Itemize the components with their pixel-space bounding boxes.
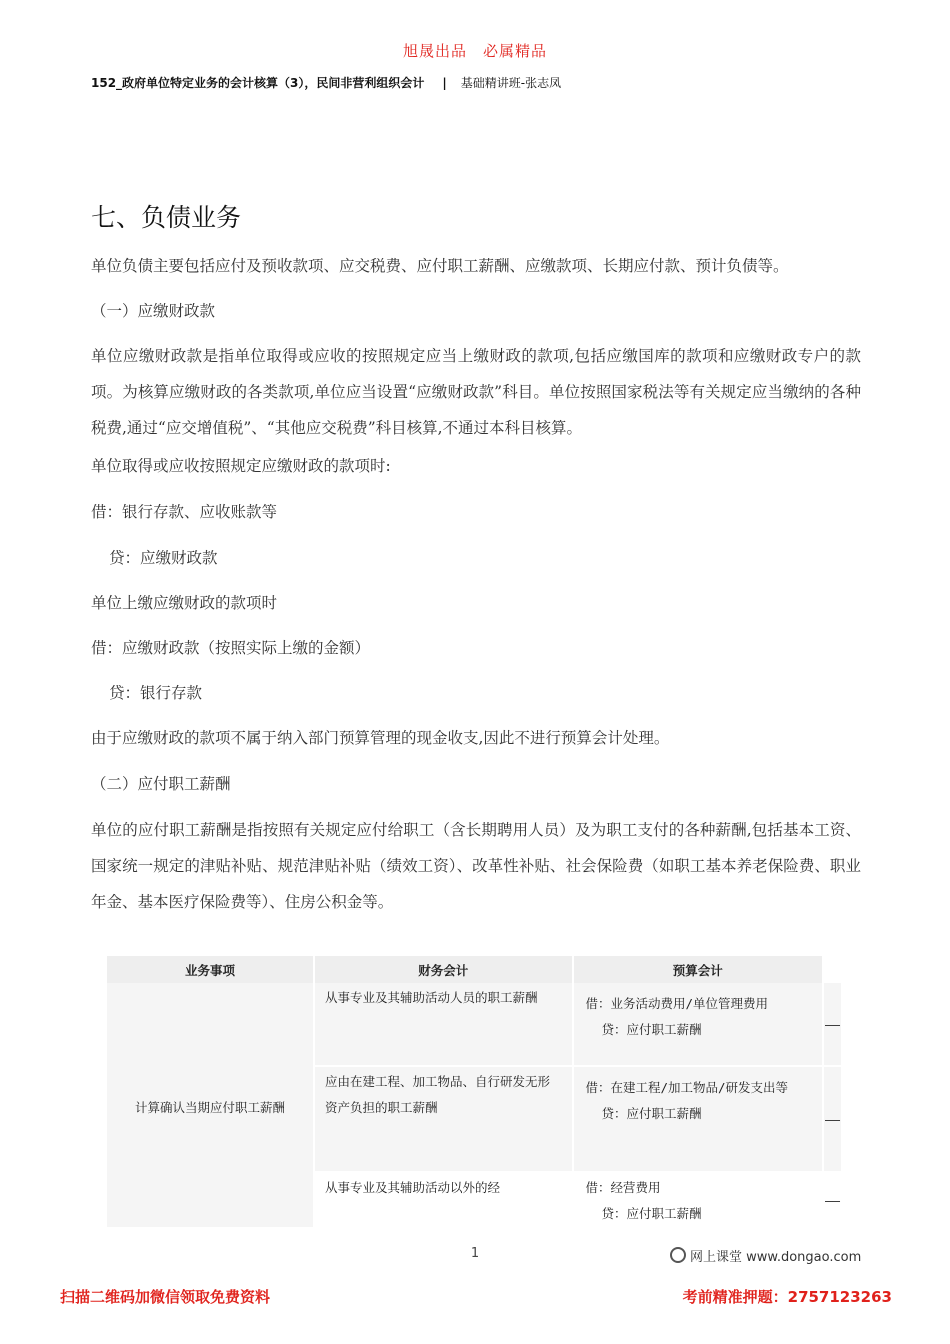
accounting-entries-table — [107, 956, 843, 1229]
credit-entry: 贷：应付职工薪酬 — [601, 1206, 702, 1221]
subheading-payable-to-treasury: （一）应缴财政款 — [91, 302, 216, 320]
debit-entry: 借：在建工程/加工物品/研发支出等 — [585, 1080, 789, 1095]
business-item-cell: 从事专业及其辅助活动人员的职工薪酬 — [314, 983, 573, 1066]
lecture-title: 152_政府单位特定业务的会计核算（3），民间非营利组织会计 — [91, 76, 425, 90]
table-row — [107, 983, 842, 1066]
journal-credit-line: 贷：银行存款 — [109, 684, 203, 702]
header-financial-accounting: 财务会计 — [314, 956, 573, 983]
category-cell: 计算确认当期应付职工薪酬 — [107, 983, 314, 1228]
credit-entry: 贷：应付职工薪酬 — [601, 1022, 702, 1037]
debit-entry: 借：业务活动费用/单位管理费用 — [585, 996, 769, 1011]
paragraph-liabilities-intro: 单位负债主要包括应付及预收款项、应交税费、应付职工薪酬、应缴款项、长期应付款、预计负债等。 — [91, 257, 789, 275]
top-banner: 旭晟出品 必属精品 — [402, 42, 547, 60]
header-separator: | — [442, 76, 447, 90]
financial-entry-cell — [573, 983, 823, 1066]
footer-logo — [670, 1246, 861, 1265]
paragraph-receipt-entry-intro: 单位取得或应收按照规定应缴财政的款项时: — [91, 457, 391, 475]
financial-entry-cell — [573, 1066, 823, 1172]
journal-debit-line: 借：应缴财政款（按照实际上缴的金额） — [91, 639, 371, 657]
header-budget-accounting: 预算会计 — [573, 956, 823, 983]
debit-entry: 借：经营费用 — [585, 1180, 661, 1195]
paragraph-budget-note: 由于应缴财政的款项不属于纳入部门预算管理的现金收支,因此不进行预算会计处理。 — [91, 729, 670, 747]
business-item-cell: 应由在建工程、加工物品、自行研发无形资产负担的职工薪酬 — [314, 1066, 573, 1172]
table-header-row — [107, 956, 842, 983]
paragraph-remittance-intro: 单位上缴应缴财政的款项时 — [91, 594, 278, 612]
budget-entry-cell: —— — [823, 1066, 842, 1172]
journal-debit-line: 借：银行存款、应收账款等 — [91, 503, 278, 521]
footer-promo-left: 扫描二维码加微信领取免费资料 — [60, 1288, 271, 1306]
section-title: 七、负债业务 — [91, 203, 242, 232]
budget-entry-cell: —— — [823, 983, 842, 1066]
journal-credit-line: 贷：应缴财政款 — [109, 549, 218, 567]
document-header — [91, 74, 561, 91]
paragraph-employee-compensation-definition: 单位的应付职工薪酬是指按照有关规定应付给职工（含长期聘用人员）及为职工支付的各种薪酬,包括基本工资、国家统一规定的津贴补贴、规范津贴补贴（绩效工资）、改革性补贴、社会保险费（如职工基本养老保险费、职业年金、基本医疗保险费等）、住房公积金等。 — [91, 821, 861, 911]
business-item-cell: 从事专业及其辅助活动以外的经 — [314, 1172, 573, 1228]
subheading-employee-compensation: （二）应付职工薪酬 — [91, 775, 231, 793]
course-name: 基础精讲班-张志凤 — [460, 76, 562, 90]
header-business-item: 业务事项 — [107, 956, 314, 983]
page-number: 1 — [470, 1246, 480, 1261]
budget-entry-cell: —— — [823, 1172, 842, 1228]
financial-entry-cell — [573, 1172, 823, 1228]
credit-entry: 贷：应付职工薪酬 — [601, 1106, 702, 1121]
paragraph-payable-to-treasury-definition: 单位应缴财政款是指单位取得或应收的按照规定应当上缴财政的款项,包括应缴国库的款项和应缴财政专户的款项。为核算应缴财政的各类款项,单位应当设置“应缴财政款”科目。单位按照国家税法等有关规定应当缴纳的各种税费,通过“应交增值税”、“其他应交税费”科目核算,不通过本科目核算。 — [91, 347, 861, 437]
footer-promo-right: 考前精准押题：2757123263 — [682, 1288, 892, 1306]
dongao-logo-icon — [670, 1247, 686, 1263]
footer-logo-text: 网上课堂 www.dongao.com — [690, 1250, 862, 1265]
